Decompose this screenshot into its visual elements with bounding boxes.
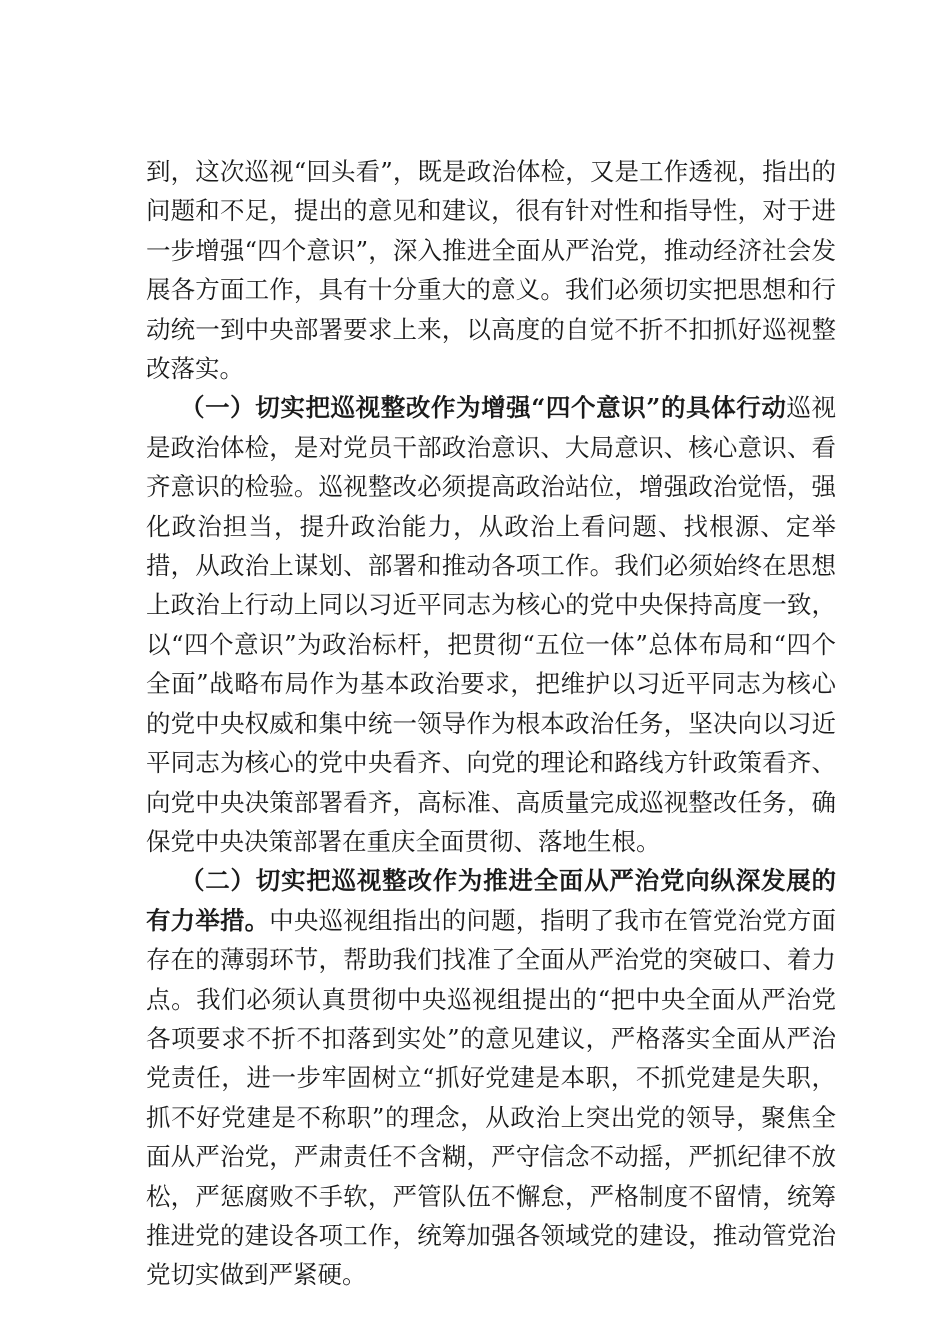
document-body	[146, 152, 836, 1295]
section-1-paragraph	[146, 388, 836, 861]
section-1-heading: （一）切实把巡视整改作为增强“四个意识”的具体行动	[180, 393, 787, 423]
section-2-body: 中央巡视组指出的问题，指明了我市在管党治党方面存在的薄弱环节，帮助我们找准了全面从严治党的突破口、着力点。我们必须认真贯彻中央巡视组提出的“把中央全面从严治党各项要求不折不扣落到实处”的意见建议，严格落实全面从严治党责任，进一步牢固树立“抓好党建是本职，不抓党建是失职，抓不好党建是不称职”的理念，从政治上突出党的领导，聚焦全面从严治党，严肃责任不含糊，严守信念不动摇，严抓纪律不放松，严惩腐败不手软，严管队伍不懈怠，严格制度不留情，统筹推进党的建设各项工作，统筹加强各领域党的建设，推动管党治党切实做到严紧硬。	[146, 905, 837, 1290]
section-2-paragraph	[146, 861, 836, 1294]
section-2-heading: （二）切实把巡视整改作为推进全面从严治党向纵深发展的有力举措。	[146, 866, 836, 935]
section-1-body: 巡视是政治体检，是对党员干部政治意识、大局意识、核心意识、看齐意识的检验。巡视整改必须提高政治站位，增强政治觉悟，强化政治担当，提升政治能力，从政治上看问题、找根源、定举措，从政治上谋划、部署和推动各项工作。我们必须始终在思想上政治上行动上同以习近平同志为核心的党中央保持高度一致，以“四个意识”为政治标杆，把贯彻“五位一体”总体布局和“四个全面”战略布局作为基本政治要求，把维护以习近平同志为核心的党中央权威和集中统一领导作为根本政治任务，坚决向以习近平同志为核心的党中央看齐、向党的理论和路线方针政策看齐、向党中央决策部署看齐，高标准、高质量完成巡视整改任务，确保党中央决策部署在重庆全面贯彻、落地生根。	[146, 393, 836, 856]
paragraph-continuation: 到，这次巡视“回头看”，既是政治体检，又是工作透视，指出的问题和不足，提出的意见和建议，很有针对性和指导性，对于进一步增强“四个意识”，深入推进全面从严治党，推动经济社会发展各方面工作，具有十分重大的意义。我们必须切实把思想和行动统一到中央部署要求上来，以高度的自觉不折不扣抓好巡视整改落实。	[146, 157, 836, 384]
